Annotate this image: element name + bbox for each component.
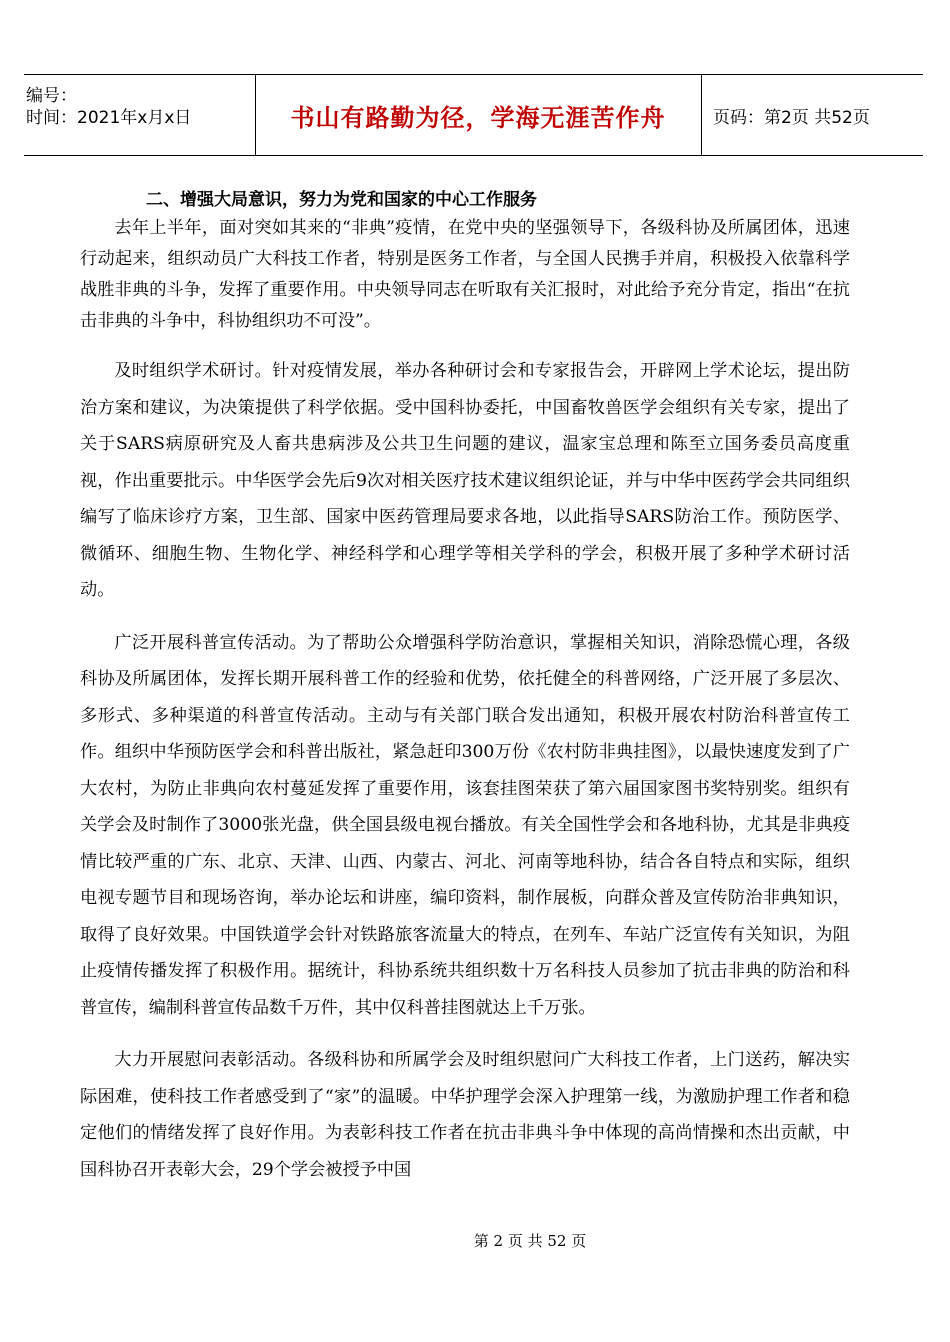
- page-footer: 第 2 页 共 52 页: [473, 1232, 587, 1250]
- paragraph: 广泛开展科普宣传活动。为了帮助公众增强科学防治意识，掌握相关知识，消除恐慌心理，各级科协及所属团体，发挥长期开展科普工作的经验和优势，依托健全的科普网络，广泛开展了多层次、多形式、多种渠道的科普宣传活动。主动与有关部门联合发出通知，积极开展农村防治科普宣传工作。组织中华预防医学会和科普出版社，紧急赶印300万份《农村防非典挂图》，以最快速度发到了广大农村，为防止非典向农村蔓延发挥了重要作用，该套挂图荣获了第六届国家图书奖特别奖。组织有关学会及时制作了3000张光盘，供全国县级电视台播放。有关全国性学会和各地科协，尤其是非典疫情比较严重的广东、北京、天津、山西、内蒙古、河北、河南等地科协，结合各自特点和实际，组织电视专题节目和现场咨询，举办论坛和讲座，编印资料，制作展板，向群众普及宣传防治非典知识，取得了良好效果。中国铁道学会针对铁路旅客流量大的特点，在列车、车站广泛宣传有关知识，为阻止疫情传播发挥了积极作用。据统计，科协系统共组织数十万名科技人员参加了抗击非典的防治和科普宣传，编制科普宣传品数千万件，其中仅科普挂图就达上千万张。: [80, 632, 850, 1018]
- document-number-label: 编号：: [26, 86, 77, 106]
- paragraph: 大力开展慰问表彰活动。各级科协和所属学会及时组织慰问广大科技工作者，上门送药，解决实际困难，使科技工作者感受到了“家”的温暖。中华护理学会深入护理第一线，为激励护理工作者和稳定他们的情绪发挥了良好作用。为表彰科技工作者在抗击非典斗争中体现的高尚情操和杰出贡献，中国科协召开表彰大会，29个学会被授予中国: [80, 1050, 850, 1180]
- section-heading: 二、增强大局意识，努力为党和国家的中心工作服务: [146, 190, 537, 210]
- paragraph: 及时组织学术研讨。针对疫情发展，举办各种研讨会和专家报告会，开辟网上学术论坛，提出防治方案和建议，为决策提供了科学依据。受中国科协委托，中国畜牧兽医学会组织有关专家，提出了关于SARS病原研究及人畜共患病涉及公共卫生问题的建议，温家宝总理和陈至立国务委员高度重视，作出重要批示。中华医学会先后9次对相关医疗技术建议组织论证，并与中华中医药学会共同组织编写了临床诊疗方案，卫生部、国家中医药管理局要求各地，以此指导SARS防治工作。预防医学、微循环、细胞生物、生物化学、神经科学和心理学等相关学科的学会，积极开展了多种学术研讨活动。: [80, 361, 850, 600]
- page-info: 页码：第2页 共52页: [713, 107, 870, 128]
- header-meta-cell: [24, 75, 256, 155]
- paragraph: 去年上半年，面对突如其来的“非典”疫情，在党中央的坚强领导下，各级科协及所属团体，迅速行动起来，组织动员广大科技工作者，特别是医务工作者，与全国人民携手并肩，积极投入依靠科学战胜非典的斗争，发挥了重要作用。中央领导同志在听取有关汇报时，对此给予充分肯定，指出“在抗击非典的斗争中，科协组织功不可没”。: [80, 218, 850, 331]
- header-motto-cell: [255, 75, 702, 155]
- motto-text: 书山有路勤为径，学海无涯苦作舟: [290, 103, 666, 132]
- document-body: [80, 180, 850, 1188]
- header-page-cell: [701, 75, 923, 155]
- document-date-label: 时间：2021年x月x日: [26, 108, 192, 128]
- page-header: [24, 74, 923, 156]
